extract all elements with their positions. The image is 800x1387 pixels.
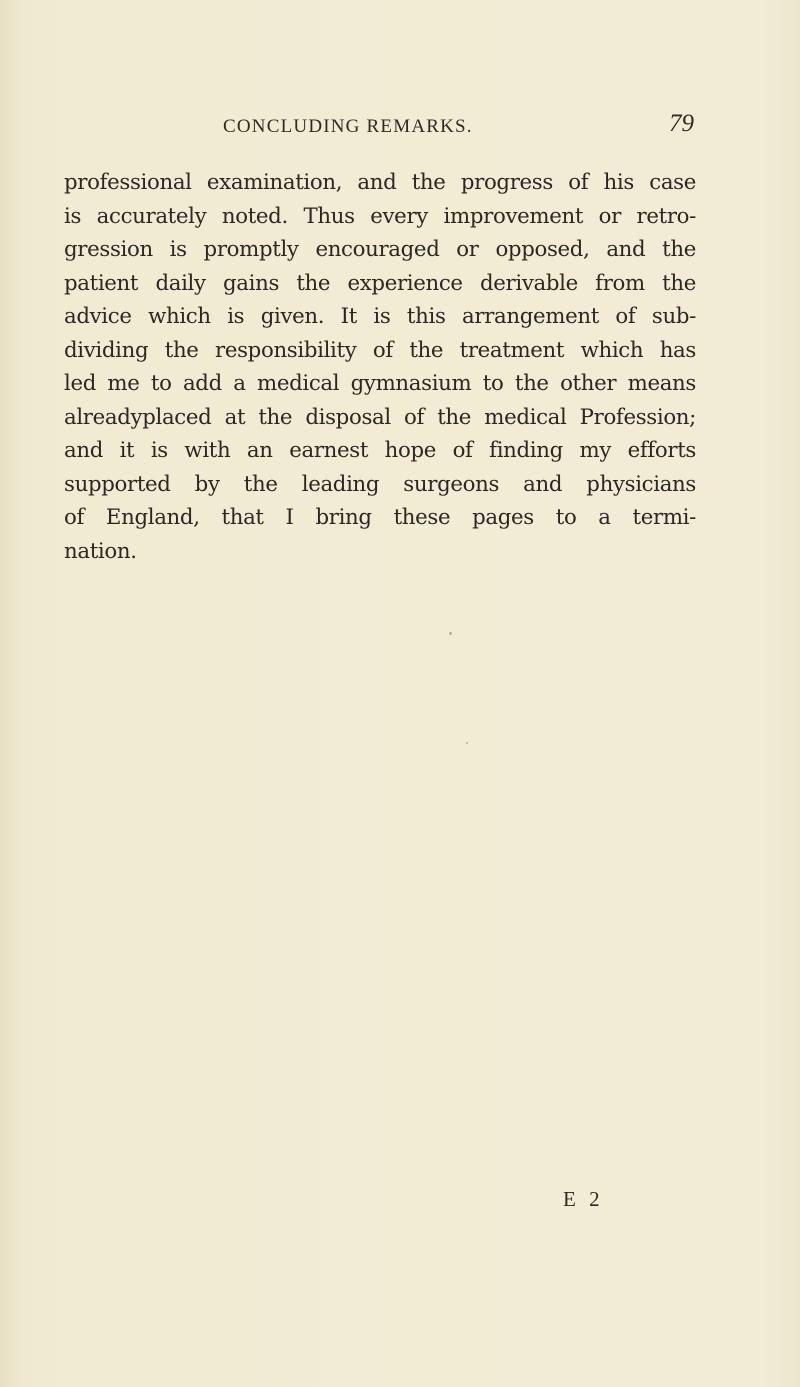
running-title: CONCLUDING REMARKS. <box>223 116 473 137</box>
signature-mark: E 2 <box>563 1187 604 1211</box>
text-line: dividing the responsibility of the treatment which has <box>64 337 696 363</box>
text-line: alreadyplaced at the disposal of the medical Profession; <box>64 404 696 430</box>
body-paragraph <box>64 166 696 568</box>
paper-speck <box>449 632 452 635</box>
page-number: 79 <box>669 110 694 137</box>
running-head <box>0 110 800 150</box>
text-line: of England, that I bring these pages to a termi- <box>64 505 696 530</box>
text-line: advice which is given. It is this arrangement of sub- <box>64 304 696 329</box>
text-line: led me to add a medical gymnasium to the other means <box>64 371 696 396</box>
text-line: nation. <box>64 538 137 564</box>
text-line: professional examination, and the progress of his case <box>64 170 696 195</box>
text-line: patient daily gains the experience derivable from the <box>64 270 696 296</box>
text-line: and it is with an earnest hope of finding my efforts <box>64 438 696 463</box>
paper-speck <box>466 742 468 744</box>
text-line: supported by the leading surgeons and physicians <box>64 471 696 497</box>
text-line: gression is promptly encouraged or opposed, and the <box>64 237 696 262</box>
text-line: is accurately noted. Thus every improvement or retro- <box>64 203 696 229</box>
